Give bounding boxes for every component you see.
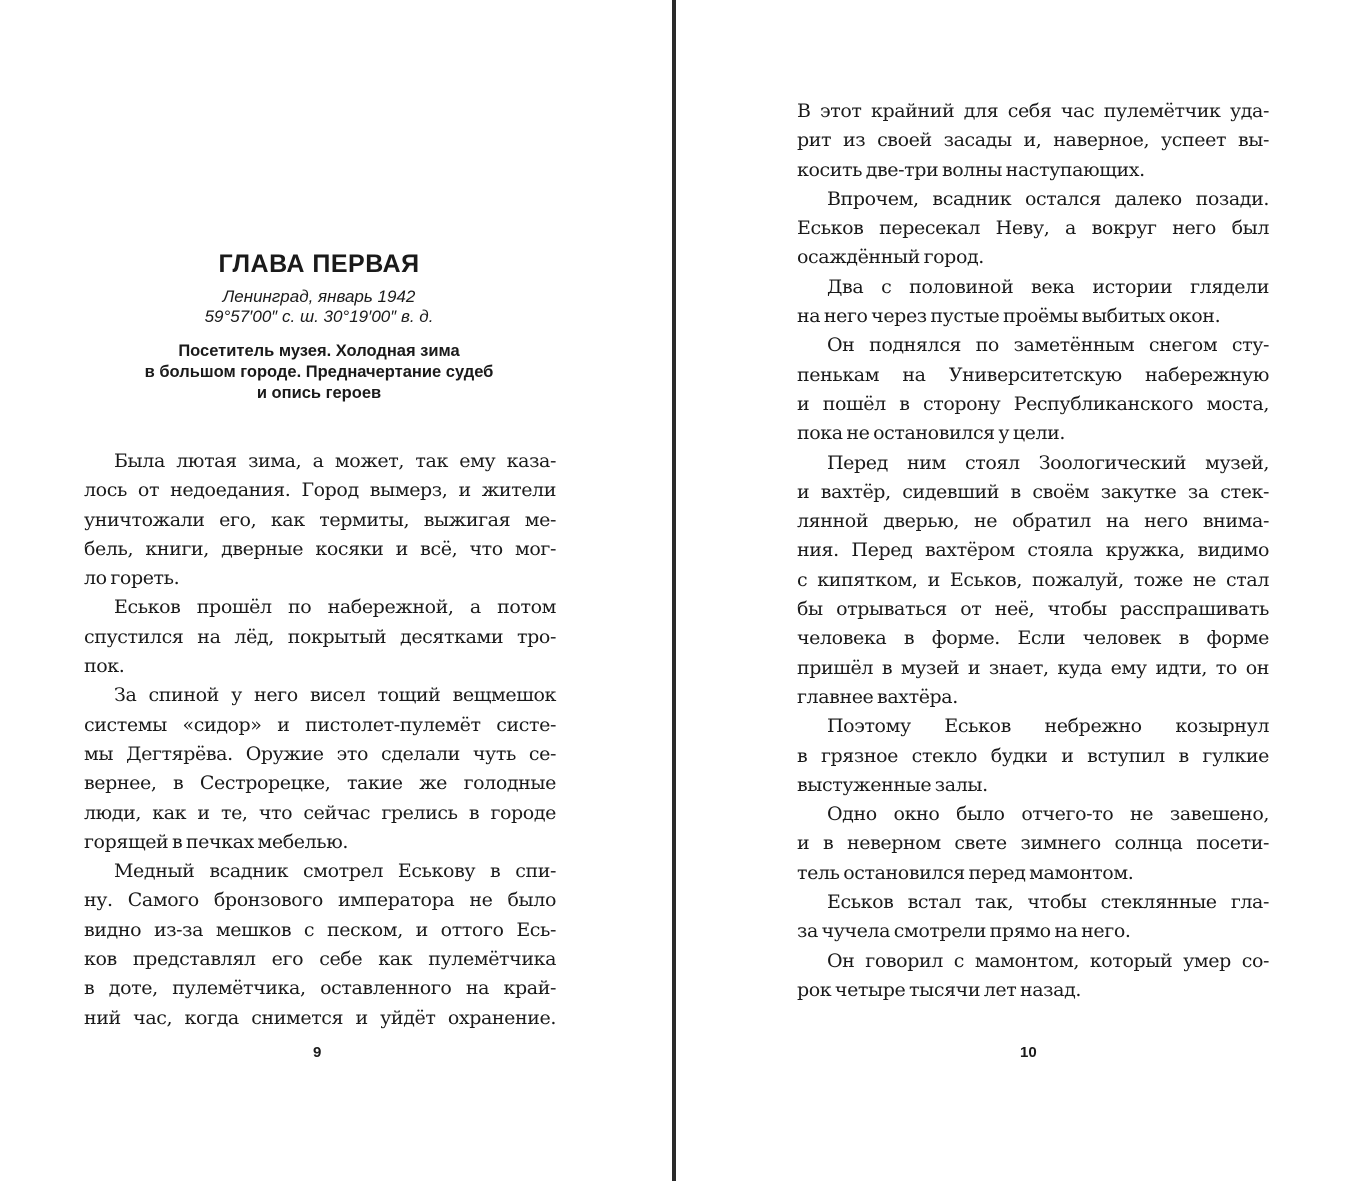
text-line: ний час, когда снимется и уйдёт охранение. [84,1006,556,1029]
text-line: вернее, в Сестрорецке, такие же голодные [84,772,556,795]
page-number: 10 [1020,1044,1037,1061]
body-text [84,447,556,1033]
text-line: За спиной у него висел тощий вещмешок [114,684,556,707]
chapter-summary [80,341,558,404]
left-page [0,0,673,1181]
text-line: горящей в печках мебелью. [84,830,349,853]
text-line: видно из-за мешков с песком, и оттого Есь- [84,918,556,941]
text-line: пока не остановился у цели. [797,422,1066,445]
text-line: Была лютая зима, а может, так ему каза- [114,450,556,472]
text-line: и пошёл в сторону Республиканского моста, [797,392,1269,415]
text-line: Еськов прошёл по набережной, а потом [114,596,556,619]
text-line: осаждённый город. [797,246,984,269]
text-line: мы Дегтярёва. Оружие это сделали чуть се- [84,742,556,765]
text-line: ков представлял его себе как пулемётчика [84,948,556,971]
text-line: бель, книги, дверные косяки и всё, что мог- [84,537,556,560]
text-line: рок четыре тысячи лет назад. [797,978,1082,1001]
text-line: тель остановился перед мамонтом. [797,861,1134,884]
text-line: пенькам на Университетскую набережную [797,363,1269,386]
text-line: Поэтому Еськов небрежно козырнул [827,715,1269,738]
text-line: Перед ним стоял Зоологический музей, [827,451,1269,474]
text-line: бы отрываться от неё, чтобы расспрашивать [797,598,1269,621]
text-line: Он говорил с мамонтом, который умер со- [827,949,1269,972]
chapter-title: ГЛАВА ПЕРВАЯ [218,250,420,278]
text-line: человека в форме. Если человек в форме [797,627,1269,650]
text-line: Он поднялся по заметённым снегом сту- [827,334,1269,357]
text-line: люди, как и те, что сейчас грелись в городе [84,801,556,824]
text-line: косить две-три волны наступающих. [797,158,1145,181]
text-line: ния. Перед вахтёром стояла кружка, видимо [797,539,1269,562]
text-line: Медный всадник смотрел Еськову в спи- [114,860,556,883]
chapter-heading [80,248,558,404]
page-number: 9 [313,1044,322,1061]
text-line: Впрочем, всадник остался далеко позади. [827,187,1269,210]
text-line: на него через пустые проёмы выбитых окон. [797,305,1221,328]
text-line: главнее вахтёра. [797,685,958,708]
text-line: В этот крайний для себя час пулемётчик уда- [797,100,1269,122]
text-line: уничтожали его, как термиты, выжигая ме- [84,508,556,531]
summary-line: и опись героев [256,384,382,402]
text-line: рит из своей засады и, наверное, успеет вы- [797,129,1269,152]
body-text [797,97,1269,1005]
text-line: ну. Самого бронзового императора не было [84,889,556,912]
text-line: Одно окно было отчего-то не завешено, [827,803,1269,826]
book-spine-divider [672,0,676,1181]
text-line: выстуженные залы. [797,773,988,796]
summary-line: Посетитель музея. Холодная зима [178,342,460,360]
text-line: ло гореть. [84,567,180,590]
text-line: пришёл в музей и знает, куда ему идти, то он [797,656,1269,679]
text-line: в грязное стекло будки и вступил в гулкие [797,744,1269,767]
text-line: пок. [84,655,125,678]
text-line: за чучела смотрели прямо на него. [797,920,1131,943]
text-line: Еськов встал так, чтобы стеклянные гла- [827,891,1269,914]
text-line: системы «сидор» и пистолет-пулемёт систе- [84,713,556,736]
right-page [677,0,1350,1181]
text-line: и вахтёр, сидевший в своём закутке за стек- [797,480,1269,503]
text-line: спустился на лёд, покрытый десятками тро- [84,625,556,648]
text-line: лянной дверью, не обратил на него внима- [797,510,1269,533]
chapter-coordinates: 59°57′00″ с. ш. 30°19′00″ в. д. [204,307,434,326]
text-line: лось от недоедания. Город вымерз, и жители [84,479,556,502]
text-line: в доте, пулемётчика, оставленного на край- [84,977,556,1000]
text-line: Два с половиной века истории глядели [827,275,1269,298]
text-line: и в неверном свете зимнего солнца посети- [797,832,1269,855]
chapter-place-date: Ленинград, январь 1942 [222,287,416,306]
summary-line: в большом городе. Предначертание судеб [144,363,494,381]
text-line: Еськов пересекал Неву, а вокруг него был [797,217,1269,240]
text-line: с кипятком, и Еськов, пожалуй, тоже не стал [797,568,1269,591]
